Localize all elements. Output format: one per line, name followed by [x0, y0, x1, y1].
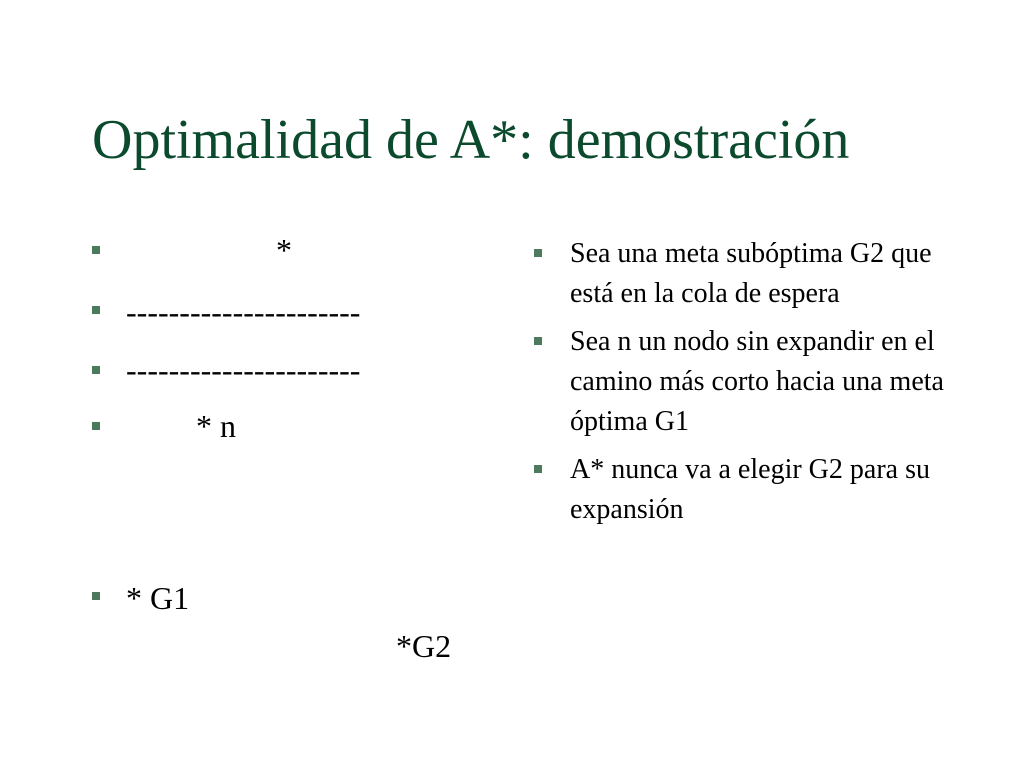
right-item: [532, 450, 952, 530]
bullet-icon: [534, 337, 542, 345]
slide-title: Optimalidad de A*: demostración: [92, 109, 850, 171]
bullet-icon: [92, 306, 100, 314]
right-item-text: Sea una meta subóptima G2 que está en la cola de espera: [570, 238, 932, 309]
right-column: [532, 234, 952, 538]
left-item-1: *: [276, 232, 292, 268]
bullet-icon: [92, 592, 100, 600]
right-item-text: Sea n un nodo sin expandir en el camino más corto hacia una meta óptima G1: [570, 326, 944, 437]
bullet-icon: [92, 422, 100, 430]
right-item-text: A* nunca va a elegir G2 para su expansión: [570, 454, 930, 525]
left-item-4: * n: [196, 408, 236, 444]
bullet-icon: [534, 249, 542, 257]
bullet-icon: [92, 366, 100, 374]
right-item: [532, 234, 952, 314]
left-item-2: ----------------------: [126, 294, 361, 330]
bullet-icon: [534, 465, 542, 473]
right-item: [532, 322, 952, 442]
bullet-icon: [92, 246, 100, 254]
left-extra-label: *G2: [396, 628, 452, 664]
left-item-5: * G1: [126, 580, 190, 616]
left-item-3: ----------------------: [126, 352, 361, 388]
